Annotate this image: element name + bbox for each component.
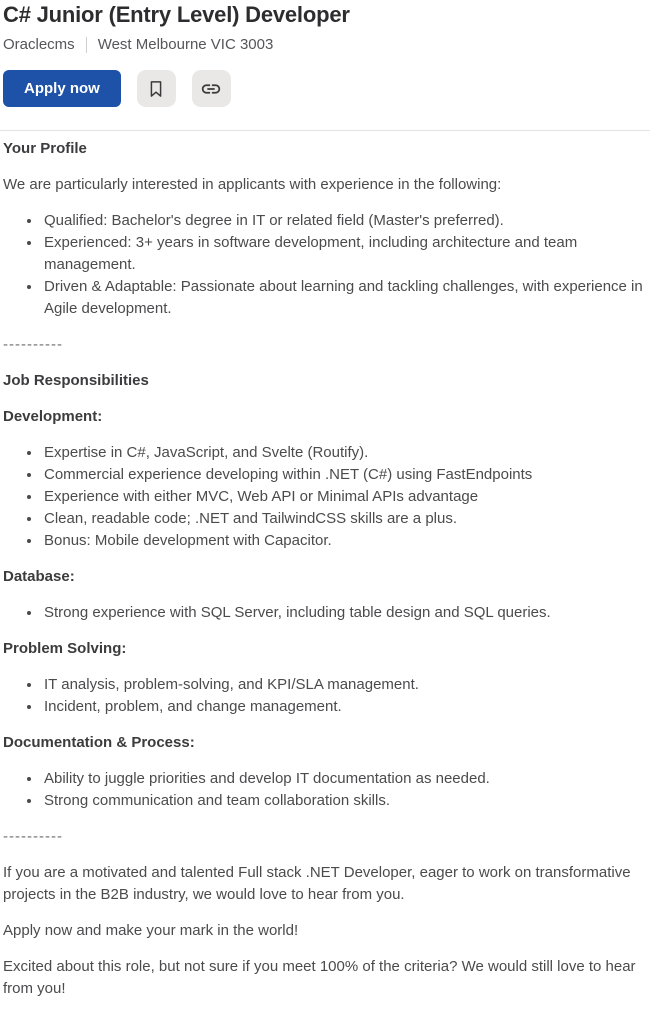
database-bullet-list xyxy=(3,602,647,624)
subsection-heading-problem-solving: Problem Solving: xyxy=(3,640,127,657)
subsection-heading-database: Database: xyxy=(3,568,75,585)
section-heading-job-responsibilities: Job Responsibilities xyxy=(3,372,149,389)
apply-now-button[interactable]: Apply now xyxy=(3,70,121,107)
job-location: West Melbourne VIC 3003 xyxy=(97,36,274,53)
action-buttons xyxy=(3,70,647,107)
link-icon xyxy=(200,78,222,100)
closing-paragraph: If you are a motivated and talented Full stack .NET Developer, eager to work on transformative projects in the B2B industry, we would love to hear from you. xyxy=(3,864,631,903)
meta-divider xyxy=(86,37,87,53)
list-item: • Experienced: 3+ years in software development, including architecture and team management. xyxy=(42,232,647,276)
subsection-heading-development: Development: xyxy=(3,408,103,425)
job-meta xyxy=(3,34,647,55)
problem-solving-bullet-list xyxy=(3,674,647,718)
list-item: • IT analysis, problem-solving, and KPI/SLA management. xyxy=(42,674,647,696)
job-title: C# Junior (Entry Level) Developer xyxy=(3,2,350,27)
list-item: • Commercial experience developing within .NET (C#) using FastEndpoints xyxy=(42,464,647,486)
list-item: • Bonus: Mobile development with Capacitor. xyxy=(42,530,647,552)
save-job-button[interactable] xyxy=(137,70,176,107)
profile-bullet-list xyxy=(3,210,647,320)
closing-paragraph: Excited about this role, but not sure if you meet 100% of the criteria? We would still love to hear from you! xyxy=(3,958,636,997)
section-heading-your-profile: Your Profile xyxy=(3,140,87,157)
documentation-bullet-list xyxy=(3,768,647,812)
profile-intro: We are particularly interested in applicants with experience in the following: xyxy=(3,176,502,193)
copy-link-button[interactable] xyxy=(192,70,231,107)
company-name: Oraclecms xyxy=(3,36,75,53)
list-item: • Expertise in C#, JavaScript, and Svelte (Routify). xyxy=(42,442,647,464)
list-item: • Strong communication and team collaboration skills. xyxy=(42,790,647,812)
job-header xyxy=(0,0,650,107)
list-item: • Driven & Adaptable: Passionate about learning and tackling challenges, with experience in Agile development. xyxy=(42,276,647,320)
list-item: • Qualified: Bachelor's degree in IT or related field (Master's preferred). xyxy=(42,210,647,232)
header-divider xyxy=(0,130,650,131)
subsection-heading-documentation-process: Documentation & Process: xyxy=(3,734,195,751)
list-item: • Strong experience with SQL Server, including table design and SQL queries. xyxy=(42,602,647,624)
list-item: • Ability to juggle priorities and develop IT documentation as needed. xyxy=(42,768,647,790)
separator-dashes: ---------- xyxy=(3,828,63,845)
closing-paragraph: Apply now and make your mark in the world! xyxy=(3,922,299,939)
separator-dashes: ---------- xyxy=(3,336,63,353)
job-description xyxy=(0,138,650,1000)
bookmark-icon xyxy=(146,79,166,99)
list-item: • Clean, readable code; .NET and TailwindCSS skills are a plus. xyxy=(42,508,647,530)
list-item: • Incident, problem, and change management. xyxy=(42,696,647,718)
list-item: • Experience with either MVC, Web API or Minimal APIs advantage xyxy=(42,486,647,508)
development-bullet-list xyxy=(3,442,647,552)
